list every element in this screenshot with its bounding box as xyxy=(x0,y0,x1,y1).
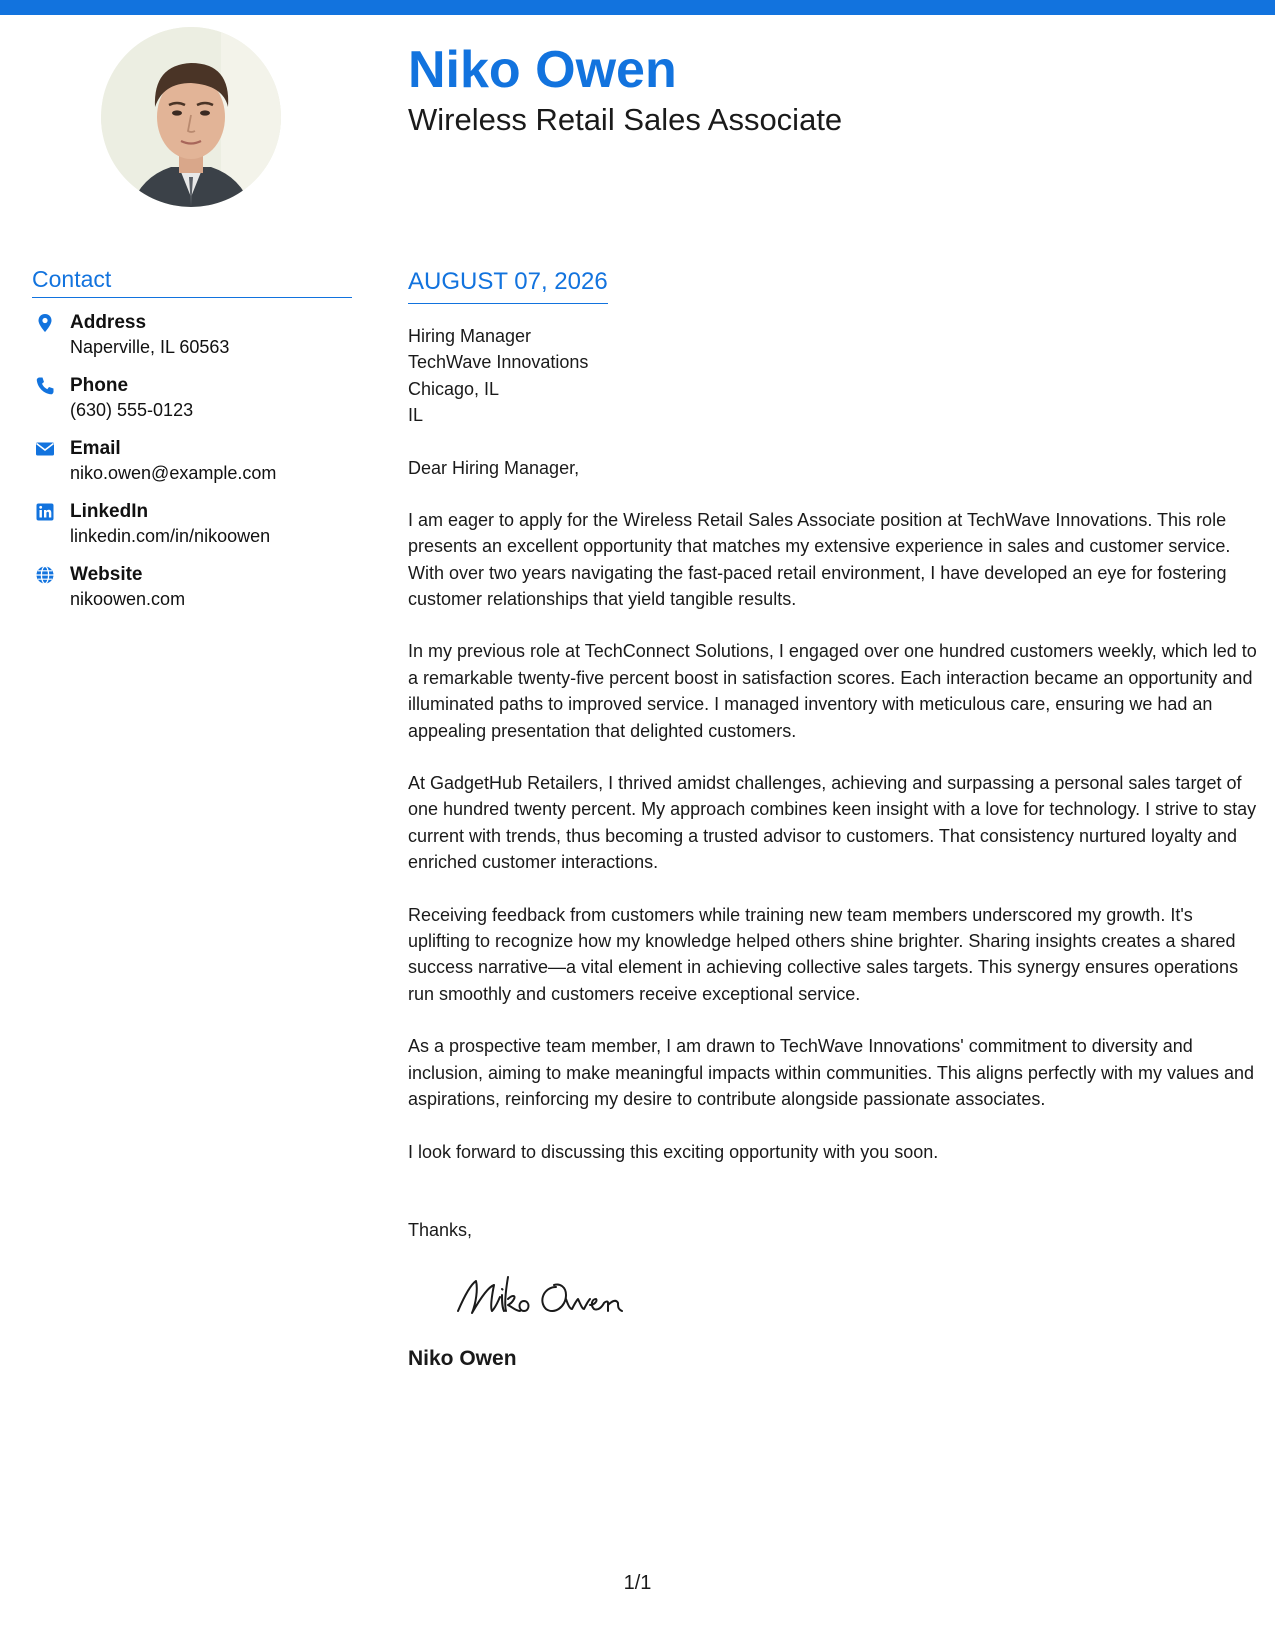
profile-photo xyxy=(101,27,281,207)
letter-paragraph: As a prospective team member, I am drawn to TechWave Innovations' commitment to diversity and inclusion, aiming to make meaningful impacts within communities. This aligns perfectly with my values and aspirations, reinforcing my desire to contribute alongside passionate associates. xyxy=(408,1036,1255,1110)
contact-value: Naperville, IL 60563 xyxy=(70,336,230,357)
contact-label: Email xyxy=(70,437,121,459)
job-title: Wireless Retail Sales Associate xyxy=(408,102,843,137)
contact-label: LinkedIn xyxy=(70,500,149,522)
contact-item-linkedin xyxy=(32,499,352,562)
contact-sidebar xyxy=(32,266,352,625)
handwritten-signature xyxy=(452,1267,632,1327)
recipient-block xyxy=(408,323,1258,429)
contact-label: Website xyxy=(70,563,143,585)
contact-value: (630) 555-0123 xyxy=(70,399,194,420)
salutation: Dear Hiring Manager, xyxy=(408,457,580,478)
envelope-icon xyxy=(35,439,55,459)
contact-label: Address xyxy=(70,311,147,333)
email-link[interactable]: niko.owen@example.com xyxy=(70,462,277,483)
signer-name: Niko Owen xyxy=(408,1346,517,1370)
top-accent-bar xyxy=(0,0,1275,15)
contact-list xyxy=(32,310,352,625)
letter-paragraph: At GadgetHub Retailers, I thrived amidst challenges, achieving and surpassing a personal sales target of one hundred twenty percent. My approach combines keen insight with a love for technology. I strive to stay current with trends, thus becoming a trusted advisor to customers. That consistency nurtured loyalty and enriched customer interactions. xyxy=(408,773,1257,873)
letter-date: AUGUST 07, 2026 xyxy=(408,268,608,304)
recipient-line: IL xyxy=(408,405,424,426)
recipient-line: Chicago, IL xyxy=(408,378,500,399)
contact-label: Phone xyxy=(70,374,129,396)
contact-item-email xyxy=(32,436,352,499)
recipient-line: Hiring Manager xyxy=(408,325,532,346)
letter-paragraph: Receiving feedback from customers while training new team members underscored my growth. It's uplifting to recognize how my knowledge helped others shine brighter. Sharing insights creates a shared success narrative—a vital element in achieving collective sales targets. This synergy ensures operations run smoothly and customers receive exceptional service. xyxy=(408,904,1239,1004)
page-number: 1/1 xyxy=(623,1572,652,1594)
letter-paragraph: I look forward to discussing this exciting opportunity with you soon. xyxy=(408,1141,939,1162)
candidate-name: Niko Owen xyxy=(408,41,677,99)
recipient-line: TechWave Innovations xyxy=(408,352,589,373)
letter-paragraph: In my previous role at TechConnect Solutions, I engaged over one hundred customers weekly, which led to a remarkable twenty-five percent boost in satisfaction scores. Each interaction became an opportunity and illuminated paths to improved service. I managed inventory with meticulous care, ensuring we had an appealing presentation that delighted customers. xyxy=(408,641,1257,741)
contact-item-phone xyxy=(32,373,352,436)
linkedin-icon xyxy=(35,502,55,522)
closing: Thanks, xyxy=(408,1219,473,1240)
linkedin-link[interactable]: linkedin.com/in/nikoowen xyxy=(70,525,271,546)
contact-heading: Contact xyxy=(32,266,352,298)
location-pin-icon xyxy=(35,313,55,333)
phone-icon xyxy=(35,376,55,396)
letter-paragraph: I am eager to apply for the Wireless Retail Sales Associate position at TechWave Innovations. This role presents an excellent opportunity that matches my extensive experience in sales and customer service. With over two years navigating the fast-paced retail environment, I have developed an eye for fostering customer relationships that yield tangible results. xyxy=(408,509,1231,610)
letter-body xyxy=(408,268,1258,1373)
website-link[interactable]: nikoowen.com xyxy=(70,588,186,609)
contact-item-address xyxy=(32,310,352,373)
contact-item-website xyxy=(32,562,352,625)
globe-icon xyxy=(35,565,55,585)
